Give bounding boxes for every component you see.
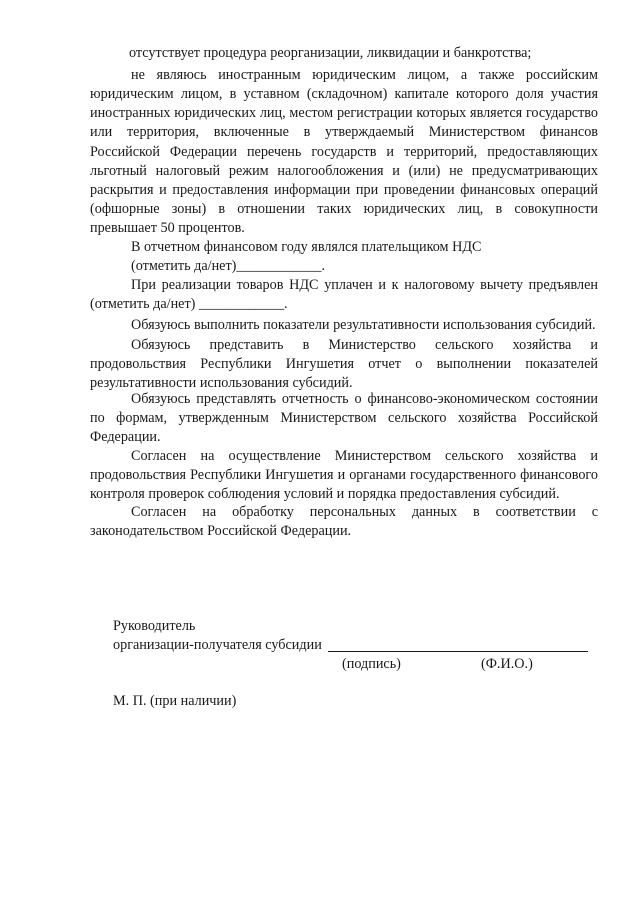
vat-deduction-mark-field: (отметить да/нет) ____________. [90,296,288,312]
signatory-organization: организации-получателя субсидии [113,637,322,653]
paragraph-performance-indicators: Обязуюсь выполнить показатели результативности использования субсидий. [131,317,596,333]
vat-deduction-line: При реализации товаров НДС уплачен и к налоговому вычету предъявлен [131,277,598,293]
paragraph-financial-reporting-first-line: Обязуюсь представлять отчетность о финансово-экономическом состоянии [131,391,598,407]
vat-payer-line: В отчетном финансовом году являлся плательщиком НДС [131,239,482,255]
paragraph-personal-data-consent-first-line: Согласен на обработку персональных данных в соответствии с [131,504,598,520]
stamp-placeholder: М. П. (при наличии) [113,693,237,709]
paragraph-no-liquidation: отсутствует процедура реорганизации, ликвидации и банкротства; [129,45,532,61]
signature-caption: (подпись) [342,656,401,672]
paragraph-report-first-line: Обязуюсь представить в Министерство сельского хозяйства и [131,337,598,353]
vat-payer-mark-field: (отметить да/нет)____________. [131,258,326,274]
paragraph-audit-consent: продовольствия Республики Ингушетия и органами государственного финансового контроля проверок соблюдения условий и порядка предоставления субсидий. [90,467,598,503]
full-name-caption: (Ф.И.О.) [481,656,533,672]
paragraph-audit-consent-first-line: Согласен на осуществление Министерством сельского хозяйства и [131,448,598,464]
paragraph-report: продовольствия Республики Ингушетия отчет о выполнении показателей результативности использования субсидий. [90,356,598,392]
paragraph-not-foreign-entity-first-line: не являюсь иностранным юридическим лицом, а также российским [131,67,598,83]
signatory-title: Руководитель [113,618,196,634]
paragraph-financial-reporting: по формам, утвержденным Министерством сельского хозяйства Российской Федерации. [90,410,598,446]
paragraph-not-foreign-entity: юридическим лицом, в уставном (складочном) капитале которого доля участия иностранных юридических лиц, местом регистрации которых является государство или территория, включенные в утверждаемый Министерством финансов Российской Федерации перечень государств и территорий, предоставляющих льготный налоговый режим налогообложения и (или) не предусматривающих раскрытия и предоставления информации при проведении финансовых операций (офшорные зоны) в отношении таких юридических лиц, в совокупности превышает 50 процентов. [90,86,598,237]
paragraph-personal-data-consent: законодательством Российской Федерации. [90,523,352,539]
signature-line [328,651,588,652]
